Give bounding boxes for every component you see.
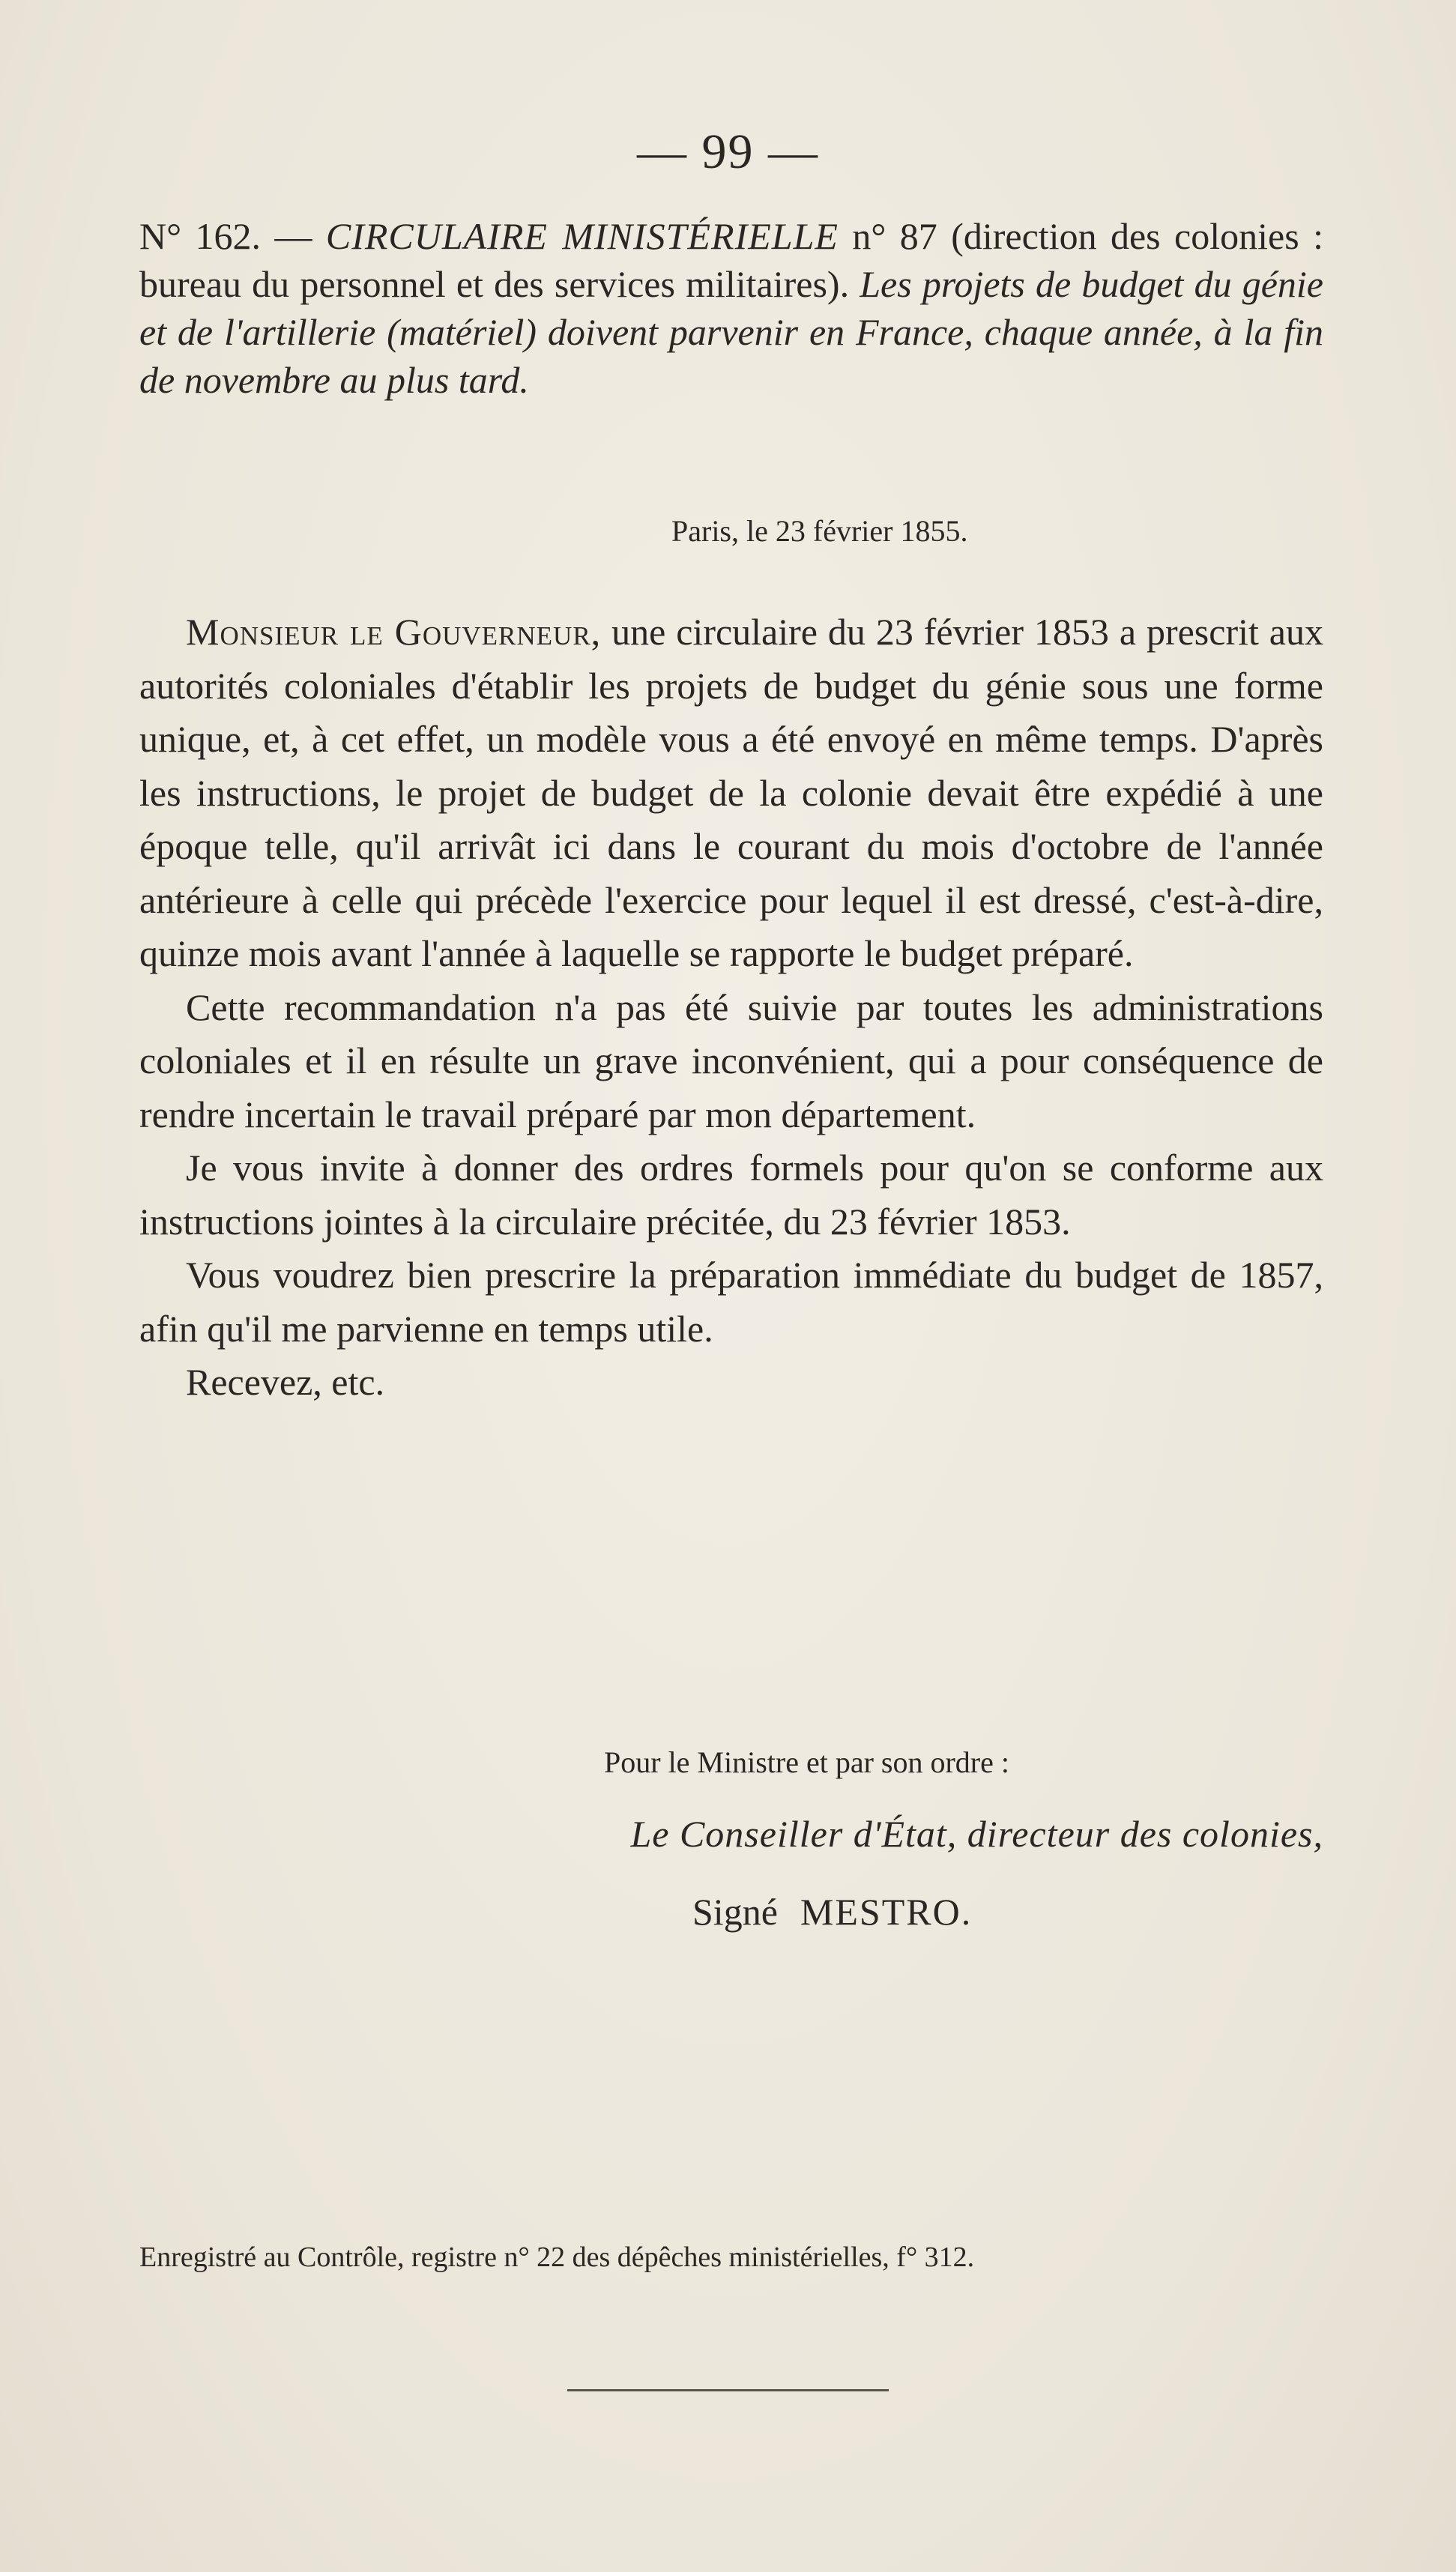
circular-summary: Les projets de budget du génie et de l'artillerie (matériel) doivent parvenir en France, chaque année, à la fin de novembre au plus tard. (139, 263, 1324, 401)
registration-note: Enregistré au Contrôle, registre n° 22 des dépêches ministérielles, f° 312. (139, 2242, 975, 2273)
paragraph-text: une circulaire du 23 février 1853 a prescrit aux autorités coloniales d'établir les projets de budget du génie sous une forme unique, et, à cet effet, un modèle vous a été envoyé en même temps. D'après les instructions, le projet de budget de la colonie devait être expédié à une époque telle, qu'il arrivât ici dans le courant du mois d'octobre de l'année antérieure à celle qui précède l'exercice pour lequel il est dressé, c'est-à-dire, quinze mois avant l'année à laquelle se rapporte le budget préparé. (139, 611, 1323, 974)
body-paragraph: Vous voudrez bien prescrire la préparation immédiate du budget de 1857, afin qu'il me parvienne en temps utile. (139, 1254, 1323, 1350)
body-paragraph (139, 606, 1323, 981)
circular-ref-number: n° 87 (838, 215, 952, 257)
circular-number: N° 162. — (139, 215, 326, 257)
divider-rule (567, 2389, 889, 2391)
letter-body (139, 606, 1323, 1410)
body-paragraph: Cette recommandation n'a pas été suivie par toutes les administrations coloniales et il en résulte un grave inconvénient, qui a pour conséquence de rendre incertain le travail préparé par mon département. (139, 985, 1323, 1135)
circular-heading (139, 212, 1323, 404)
circular-direction: (direction des colonies : bureau du personnel et des services militaires). (139, 215, 1323, 305)
page-number: — 99 — (637, 124, 819, 179)
salutation: Monsieur le Gouverneur, (186, 611, 602, 653)
signatory-name: MESTRO. (800, 1891, 973, 1933)
closing: Recevez, etc. (186, 1361, 385, 1403)
signature-title: Le Conseiller d'État, directeur des colonies, (630, 1813, 1323, 1855)
dateline: Paris, le 23 février 1855. (671, 514, 968, 548)
signature-intro: Pour le Ministre et par son ordre : (604, 1745, 1009, 1779)
circular-title: CIRCULAIRE MINISTÉRIELLE (325, 215, 839, 257)
signature-block (692, 1890, 972, 1933)
signed-label: Signé (692, 1891, 778, 1933)
body-paragraph: Je vous invite à donner des ordres formels pour qu'on se conforme aux instructions jointes à la circulaire précitée, du 23 février 1853. (139, 1147, 1323, 1243)
